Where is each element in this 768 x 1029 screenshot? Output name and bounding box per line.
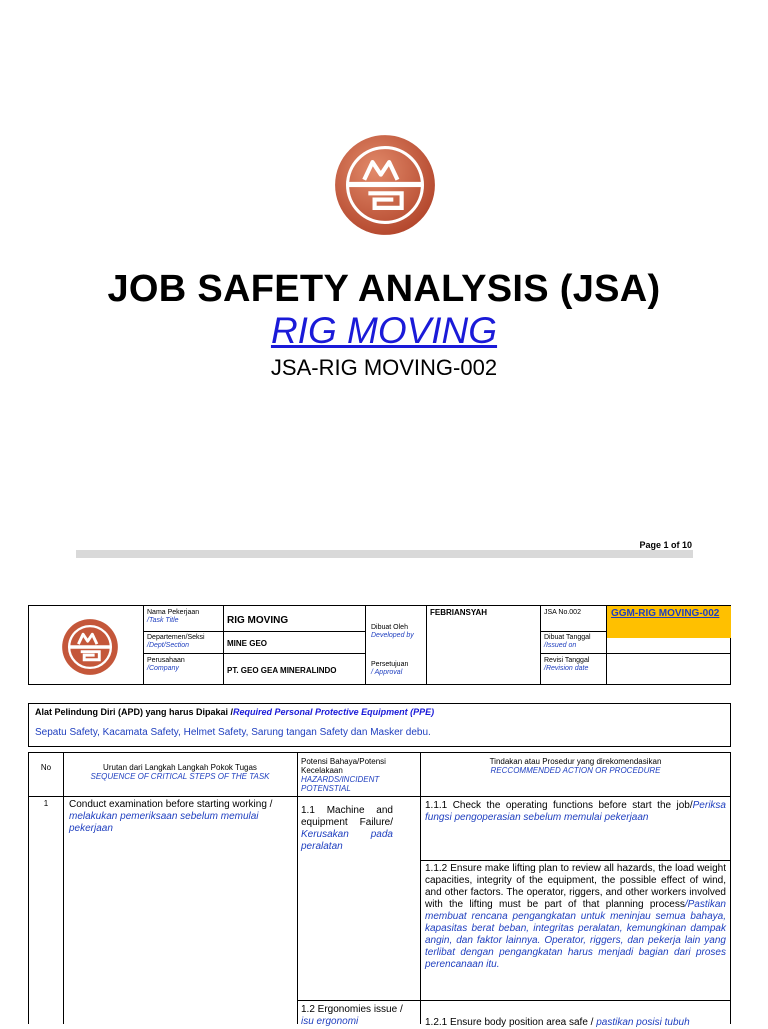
approval-label: Persetujuan / Approval <box>371 661 409 676</box>
ppe-section <box>28 703 731 747</box>
jsa-no-label: JSA No.002 <box>544 609 581 616</box>
page-divider <box>76 550 693 558</box>
developed-by-value: FEBRIANSYAH <box>430 608 488 617</box>
company-logo-small-icon <box>61 618 119 676</box>
col-header-no: No <box>40 763 52 772</box>
step-text: Conduct examination before starting working / melakukan pemeriksaan sebelum memulai pekerjaan <box>69 799 273 834</box>
issued-on-label: Dibuat Tanggal /Issued on <box>544 634 591 649</box>
revision-date-label: Revisi Tanggal /Revision date <box>544 657 590 672</box>
ppe-items: Sepatu Safety, Kacamata Safety, Helmet Safety, Sarung tangan Safety dan Masker debu. <box>35 727 431 738</box>
page-number: Page 1 of 10 <box>639 540 692 550</box>
company-logo-icon <box>333 133 437 237</box>
action-1-1-2: 1.1.2 Ensure make lifting plan to review all hazards, the load weight capacities, integrity of the equipment, the possible effect of wind, and other factors. The operator, riggers, and other workers involved with the lifting must be part of that planning process/Pastikan membuat rencana pengangkatan untuk meninjau semua bahaya, kapasitas berat beban, integritas peralatan, kemungkinan dampak angin, dan faktor lainnya. Operator, riggers, dan pekerja lain yang terlibat dengan pengangkatan harus menjadi bagian dari proses perencanaan itu. <box>425 863 726 970</box>
col-header-action: Tindakan atau Prosedur yang direkomendasikan RECCOMMENDED ACTION OR PROCEDURE <box>489 757 662 775</box>
task-title-value: RIG MOVING <box>227 615 289 626</box>
company-label: Perusahaan /Company <box>147 657 185 672</box>
jsa-header-table <box>28 605 731 685</box>
jsa-steps-table <box>28 752 731 1028</box>
ppe-title: Alat Pelindung Diri (APD) yang harus Dipakai /Required Personal Protective Equipment (PPE) <box>35 707 435 717</box>
row-number: 1 <box>43 799 49 808</box>
jsa-no-value: GGM-RIG MOVING-002 <box>607 606 731 638</box>
hazard-1-1: 1.1 Machine and equipment Failure/ Kerusakan pada peralatan <box>301 805 393 852</box>
col-header-hazards: Potensi Bahaya/Potensi Kecelakaan HAZARDS/INCIDENT POTENSTIAL <box>301 757 386 793</box>
developed-by-label: Dibuat Oleh Developed by <box>371 624 414 639</box>
document-title: JOB SAFETY ANALYSIS (JSA) <box>107 268 661 310</box>
dept-value: MINE GEO <box>227 639 268 648</box>
action-1-2-1: 1.2.1 Ensure body position area safe / pastikan posisi tubuh <box>425 1017 690 1028</box>
col-header-steps: Urutan dari Langkah Langkah Pokok Tugas SEQUENCE OF CRITICAL STEPS OF THE TASK <box>90 763 270 781</box>
hazard-1-2: 1.2 Ergonomies issue / isu ergonomi <box>301 1004 403 1027</box>
company-value: PT. GEO GEA MINERALINDO <box>227 666 337 675</box>
task-title-label: Nama Pekerjaan /Task Title <box>147 609 200 624</box>
document-subtitle-link[interactable]: RIG MOVING <box>270 310 498 351</box>
document-code: JSA-RIG MOVING-002 <box>270 355 498 380</box>
action-1-1-1: 1.1.1 Check the operating functions before start the job/Periksa fungsi pengoperasian sebelum memulai pekerjaan <box>425 800 726 823</box>
dept-label: Departemen/Seksi /Dept/Section <box>147 634 205 649</box>
